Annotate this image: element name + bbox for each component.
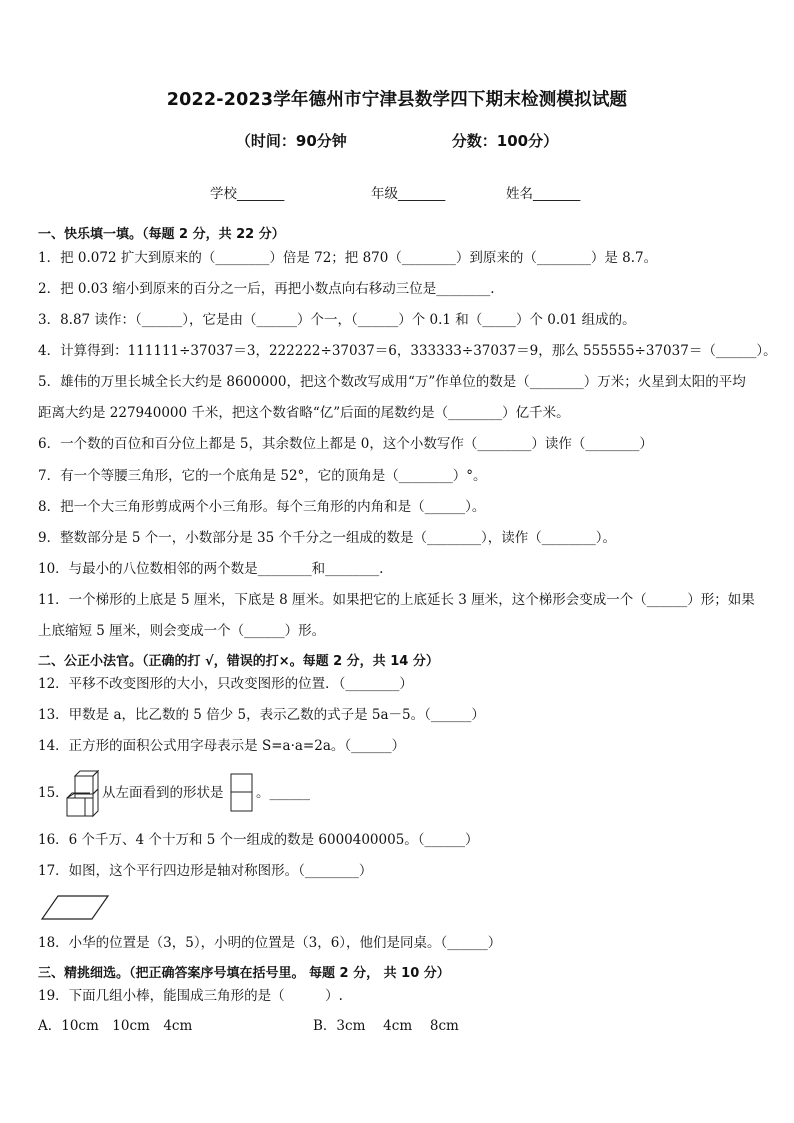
question-6: 6．一个数的百位和百分位上都是 5，其余数位上都是 0，这个小数写作（________）读作（________） (38, 436, 653, 452)
question-12: 12．平移不改变图形的大小，只改变图形的位置．（________） (38, 676, 413, 692)
question-4: 4．计算得到：111111÷37037＝3，222222÷37037＝6，333333÷37037＝9，那么 555555÷37037＝（______）。 (38, 343, 777, 359)
question-1: 1．把 0.072 扩大到原来的（________）倍是 72；把 870（________）到原来的（________）是 8.7。 (38, 250, 658, 266)
left-view-figure (230, 773, 254, 813)
question-8: 8．把一个大三角形剪成两个小三角形。每个三角形的内角和是（______）。 (38, 499, 486, 515)
cube-stack-figure (66, 768, 100, 820)
section-heading-3: 三、精挑细选。（把正确答案序号填在括号里。 每题 2 分， 共 10 分） (38, 966, 450, 981)
name-field: 姓名_______ (506, 186, 581, 202)
exam-score: 分数：100分） (451, 132, 559, 150)
question-19-option-b: B．3cm 4cm 8cm (313, 1018, 459, 1034)
exam-meta (0, 130, 794, 151)
question-15-number: 15． (38, 785, 69, 801)
question-13: 13．甲数是 a，比乙数的 5 倍少 5，表示乙数的式子是 5a－5。（______） (38, 707, 485, 723)
grade-field: 年级_______ (371, 186, 446, 202)
question-17: 17．如图，这个平行四边形是轴对称图形。（________） (38, 863, 373, 879)
section-heading-2: 二、公正小法官。（正确的打 √，错误的打×。每题 2 分，共 14 分） (38, 654, 439, 669)
parallelogram-figure (40, 894, 110, 922)
question-15-text: 从左面看到的形状是 (102, 785, 224, 801)
exam-time: （时间：90分钟 (235, 132, 347, 150)
school-field: 学校_______ (210, 186, 285, 202)
question-16: 16．6 个千万、4 个十万和 5 个一组成的数是 6000400005。（______） (38, 832, 479, 848)
question-14: 14．正方形的面积公式用字母表示是 S=a·a=2a。（______） (38, 738, 406, 754)
question-5: 5．雄伟的万里长城全长大约是 8600000，把这个数改写成用“万”作单位的数是（________）万米；火星到太阳的平均距离大约是 227940000 千米，把这个数省略“亿”后面的尾数约是（________）亿千米。 (38, 374, 746, 421)
question-11: 11．一个梯形的上底是 5 厘米，下底是 8 厘米。如果把它的上底延长 3 厘米，这个梯形会变成一个（______）形；如果上底缩短 5 厘米，则会变成一个（______）形。 (38, 592, 755, 639)
question-9: 9．整数部分是 5 个一，小数部分是 35 个千分之一组成的数是（________），读作（________）。 (38, 530, 617, 546)
question-2: 2．把 0.03 缩小到原来的百分之一后，再把小数点向右移动三位是________. (38, 281, 495, 297)
question-18: 18．小华的位置是（3，5），小明的位置是（3，6），他们是同桌。（______） (38, 935, 502, 951)
page-title: 2022-2023学年德州市宁津县数学四下期末检测模拟试题 (166, 90, 628, 110)
section-heading-1: 一、快乐填一填。（每题 2 分，共 22 分） (38, 227, 285, 242)
question-10: 10．与最小的八位数相邻的两个数是________和________. (38, 561, 384, 577)
question-15-end: 。______ (256, 785, 310, 801)
question-7: 7．有一个等腰三角形，它的一个底角是 52°，它的顶角是（________）°。 (38, 468, 487, 484)
question-19-option-a: A．10cm 10cm 4cm (38, 1018, 193, 1034)
question-3: 3．8.87 读作：（______），它是由（______）个一，（______）个 0.1 和（_____）个 0.01 组成的。 (38, 312, 636, 328)
question-19: 19．下面几组小棒，能围成三角形的是（ ）. (38, 988, 343, 1004)
